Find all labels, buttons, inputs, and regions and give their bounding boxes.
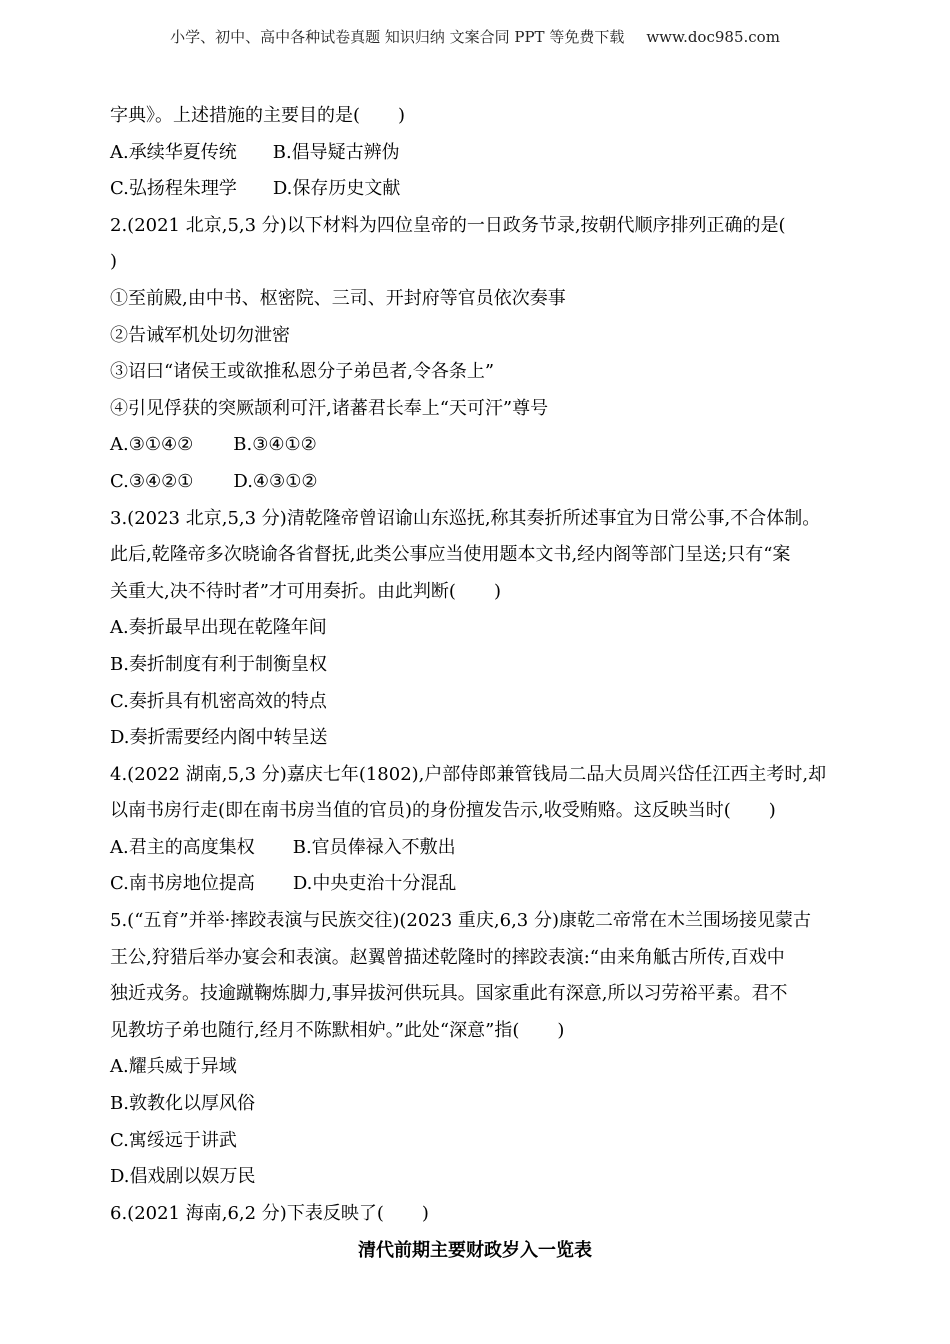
q1-stem: 字典》。上述措施的主要目的是( ) [110, 105, 406, 126]
document-body [110, 98, 848, 1232]
q4-stem-line1: 4.(2022 湖南,5,3 分)嘉庆七年(1802),户部侍郎兼管钱局二品大员周兴岱任江西主考时,却 [110, 763, 827, 785]
q5-option-d[interactable]: D.倡戏剧以娱万民 [110, 1166, 256, 1188]
q1-option-b[interactable]: B.倡导疑古辨伪 [272, 141, 400, 163]
q2-stem-line2: ) [110, 251, 118, 273]
q5-option-a[interactable]: A.耀兵威于异域 [110, 1056, 237, 1078]
q2-option-a[interactable]: A.③①④② [110, 434, 194, 456]
q1-options-row1 [110, 135, 848, 172]
q5-option-b[interactable]: B.敦教化以厚风俗 [110, 1093, 255, 1115]
q5-stem-line1: 5.(“五育”并举·摔跤表演与民族交往)(2023 重庆,6,3 分)康乾二帝常在木兰围场接见蒙古 [110, 910, 811, 932]
q2-option-d[interactable]: D.④③①② [233, 470, 318, 492]
q3-option-b[interactable]: B.奏折制度有利于制衡皇权 [110, 653, 327, 675]
q1-option-d[interactable]: D.保存历史文献 [272, 178, 401, 200]
q3-stem-line1: 3.(2023 北京,5,3 分)清乾隆帝曾诏谕山东巡抚,称其奏折所述事宜为日常公事,不合体制。 [110, 507, 821, 529]
q2-option-b[interactable]: B.③④①② [233, 434, 317, 456]
q3-stem-line2: 此后,乾隆帝多次晓谕各省督抚,此类公事应当使用题本文书,经内阁等部门呈送;只有“案 [110, 544, 791, 566]
q5-stem-line4: 见教坊子弟也随行,经月不陈默相妒。”此处“深意”指( ) [110, 1019, 565, 1041]
q2-item-3: ③诏曰“诸侯王或欲推私恩分子弟邑者,令各条上” [110, 361, 495, 383]
q4-option-b[interactable]: B.官员俸禄入不敷出 [292, 836, 456, 858]
q3-stem-line3: 关重大,决不待时者”才可用奏折。由此判断( ) [110, 580, 501, 602]
q2-option-c[interactable]: C.③④②① [110, 470, 194, 492]
q3-option-d[interactable]: D.奏折需要经内阁中转呈送 [110, 727, 328, 749]
q2-options-row2 [110, 464, 848, 501]
page-header [0, 26, 950, 47]
header-url[interactable]: www.doc985.com [646, 28, 780, 46]
q4-options-row2 [110, 866, 848, 903]
q2-item-2: ②告诫军机处切勿泄密 [110, 324, 290, 346]
q1-option-c[interactable]: C.弘扬程朱理学 [110, 178, 237, 200]
q1-option-a[interactable]: A.承续华夏传统 [110, 141, 237, 163]
q2-item-1: ①至前殿,由中书、枢密院、三司、开封府等官员依次奏事 [110, 287, 566, 309]
q4-options-row1 [110, 830, 848, 867]
q1-options-row2 [110, 171, 848, 208]
q2-item-4: ④引见俘获的突厥颉利可汗,诸蕃君长奉上“天可汗”尊号 [110, 397, 549, 419]
q4-stem-line2: 以南书房行走(即在南书房当值的官员)的身份擅发告示,收受贿赂。这反映当时( ) [110, 800, 776, 822]
q5-stem-line2: 王公,狩猎后举办宴会和表演。赵翼曾描述乾隆时的摔跤表演:“由来角觝古所传,百戏中 [110, 946, 785, 968]
q3-option-a[interactable]: A.奏折最早出现在乾隆年间 [110, 617, 327, 639]
q5-stem-line3: 独近戎务。技逾蹴鞠炼脚力,事异拔河供玩具。国家重此有深意,所以习劳裕平素。君不 [110, 983, 788, 1005]
q2-options-row1 [110, 427, 848, 464]
q4-option-d[interactable]: D.中央吏治十分混乱 [292, 873, 457, 895]
q5-option-c[interactable]: C.寓绥远于讲武 [110, 1129, 237, 1151]
q2-stem-line1: 2.(2021 北京,5,3 分)以下材料为四位皇帝的一日政务节录,按朝代顺序排列正确的是( [110, 214, 786, 236]
table-title: 清代前期主要财政岁入一览表 [358, 1240, 592, 1261]
q4-option-a[interactable]: A.君主的高度集权 [110, 836, 255, 858]
q4-option-c[interactable]: C.南书房地位提高 [110, 873, 255, 895]
q3-option-c[interactable]: C.奏折具有机密高效的特点 [110, 690, 327, 712]
q6-stem: 6.(2021 海南,6,2 分)下表反映了( ) [110, 1202, 429, 1224]
header-text: 小学、初中、高中各种试卷真题 知识归纳 文案合同 PPT 等免费下载 [170, 28, 625, 46]
